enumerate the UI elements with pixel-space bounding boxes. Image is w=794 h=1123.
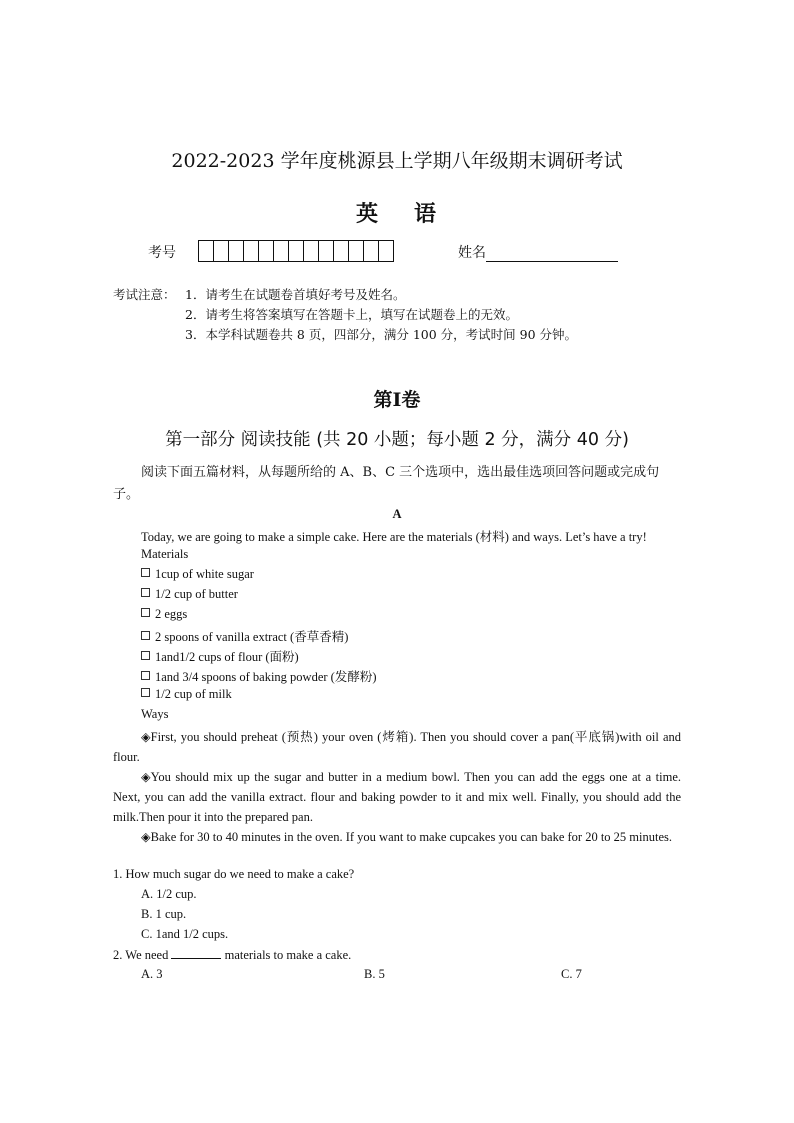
exam-title: 2022-2023 学年度桃源县上学期八年级期末调研考试 [171,150,623,172]
question-1-option-c[interactable]: C. 1and 1/2 cups. [141,927,229,941]
name-label: 姓名 [458,245,486,261]
step-2: ◈You should mix up the sugar and butter in a medium bowl. Then you can add the eggs one at a time. Next, you can add the vanilla extract. flour and baking powder to it and mix well. Finally, you should add the milk.Then pour it into the prepared pan. [113,770,681,824]
subject-char-1: 英 [355,201,380,227]
checkbox-icon [141,608,150,617]
passage-intro: Today, we are going to make a simple cake. Here are the materials (材料) and ways. Let’s have a try! [141,530,647,544]
name-field[interactable] [458,242,618,262]
exam-no-box[interactable] [199,241,214,261]
exam-no-boxes[interactable] [198,240,394,262]
exam-no-box[interactable] [364,241,379,261]
question-1-option-a[interactable]: A. 1/2 cup. [141,887,197,901]
question-2-stem: 2. We need materials to make a cake. [113,948,352,962]
checkbox-icon [141,631,150,640]
exam-no-box[interactable] [229,241,244,261]
exam-no-box[interactable] [379,241,393,261]
material-item: 1cup of white sugar [141,567,254,582]
exam-no-label: 考号 [148,245,176,261]
subject-title [0,197,794,228]
exam-no-box[interactable] [334,241,349,261]
answer-blank[interactable] [171,947,221,959]
question-2-option-c[interactable]: C. 7 [561,967,582,981]
exam-no-box[interactable] [274,241,289,261]
exam-no-box[interactable] [244,241,259,261]
exam-no-box[interactable] [259,241,274,261]
exam-no-box[interactable] [319,241,334,261]
material-item: 1and 3/4 spoons of baking powder (发酵粉) [141,667,377,685]
exam-no-box[interactable] [289,241,304,261]
passage-letter: A [392,507,402,521]
material-item: 2 spoons of vanilla extract (香草香精) [141,627,348,645]
notice-label: 考试注意： [113,287,176,302]
material-item: 1and1/2 cups of flour (面粉) [141,647,299,665]
material-item: 1/2 cup of butter [141,587,238,602]
question-2-option-b[interactable]: B. 5 [364,967,385,981]
checkbox-icon [141,688,150,697]
checkbox-icon [141,671,150,680]
name-line[interactable] [486,247,618,262]
material-item: 1/2 cup of milk [141,687,232,702]
checkbox-icon [141,568,150,577]
ways-label: Ways [141,707,169,721]
material-item: 2 eggs [141,607,187,622]
notice-item-2: 2．请考生将答案填写在答题卡上，填写在试题卷上的无效。 [185,307,518,322]
exam-no-box[interactable] [304,241,319,261]
notice-item-1: 1．请考生在试题卷首填好考号及姓名。 [185,287,406,302]
step-1: ◈First, you should preheat (预热) your oven (烤箱). Then you should cover a pan(平底锅)with oil and flour. [113,730,681,764]
materials-label: Materials [141,547,189,561]
question-1-option-b[interactable]: B. 1 cup. [141,907,187,921]
question-2-option-a[interactable]: A. 3 [141,967,163,981]
part-title: 第Ⅰ卷 [373,389,421,411]
exam-no-box[interactable] [349,241,364,261]
subject-char-2: 语 [414,201,439,227]
step-3: ◈Bake for 30 to 40 minutes in the oven. If you want to make cupcakes you can bake for 20 to 25 minutes. [141,830,673,844]
exam-no-box[interactable] [214,241,229,261]
notice-item-3: 3．本学科试题卷共 8 页，四部分，满分 100 分，考试时间 90 分钟。 [185,327,578,342]
checkbox-icon [141,588,150,597]
section-title: 第一部分 阅读技能 (共 20 小题；每小题 2 分，满分 40 分) [165,430,629,450]
instructions: 阅读下面五篇材料，从每题所给的 A、B、C 三个选项中，选出最佳选项回答问题或完成句子。 [113,465,660,502]
question-1-stem: 1. How much sugar do we need to make a cake? [113,867,355,881]
checkbox-icon [141,651,150,660]
